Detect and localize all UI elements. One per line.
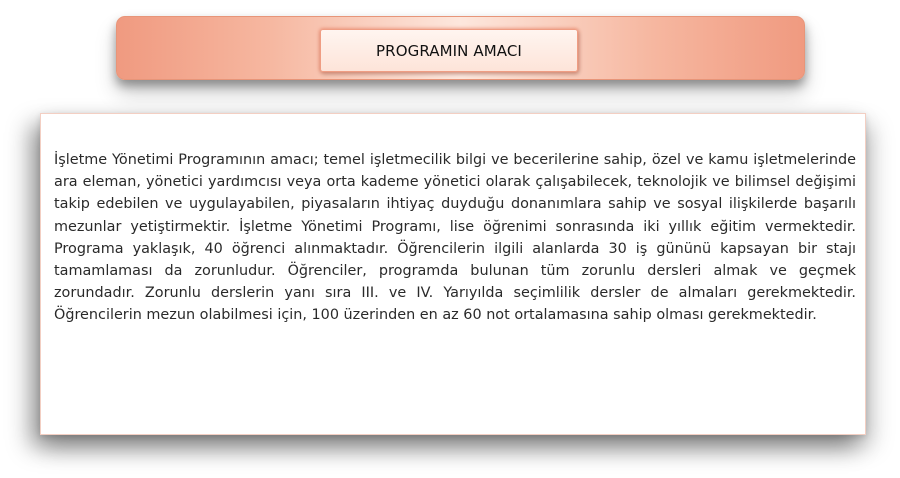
program-purpose-paragraph: İşletme Yönetimi Programının amacı; temel işletmecilik bilgi ve becerilerine sahip, özel ve kamu işletmelerinde ara eleman, yönetici yardımcısı veya orta kademe yönetici olarak çalışabilecek, teknolojik ve bilimsel değişimi takip edebilen ve uygulayabilen, piyasaların ihtiyaç duyduğu donanımlara sahip ve sosyal ilişkilerde başarılı mezunlar yetiştirmektir. İşletme Yönetimi Programı, lise öğrenimi sonrasında iki yıllık eğitim vermektedir. Programa yaklaşık, 40 öğrenci alınmaktadır. Öğrencilerin ilgili alanlarda 30 iş gününü kapsayan bir stajı tamamlaması da zorunludur. Öğrenciler, programda bulunan tüm zorunlu dersleri almak ve geçmek zorundadır. Zorunlu derslerin yanı sıra III. ve IV. Yarıyılda seçimlilik dersler de almaları gerekmektedir. Öğrencilerin mezun olabilmesi için, 100 üzerinden en az 60 not ortalamasına sahip olması gerekmektedir. <box>54 152 856 324</box>
title-box <box>320 29 578 72</box>
content-panel <box>40 113 866 435</box>
page-title: PROGRAMIN AMACI <box>376 41 522 60</box>
